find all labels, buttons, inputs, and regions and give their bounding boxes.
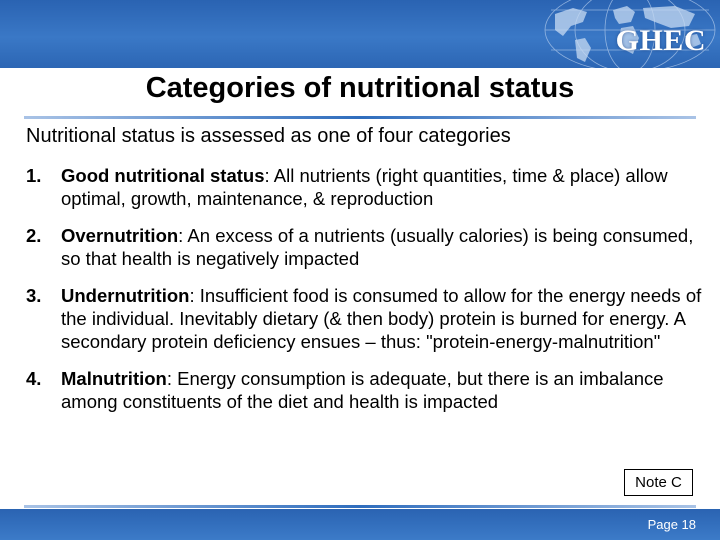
item-text: : All nutrients (right quantities, time & place) allow optimal, growth, maintenance, & reproduction — [61, 165, 668, 209]
header-bar — [0, 0, 720, 68]
item-body — [61, 367, 706, 413]
item-number: 1. — [26, 165, 42, 186]
item-term: Overnutrition — [61, 225, 179, 246]
item-body — [61, 224, 706, 270]
item-body — [61, 284, 706, 353]
footer-divider — [24, 505, 696, 508]
list-item — [26, 367, 706, 413]
item-text: : An excess of a nutrients (usually calories) is being consumed, so that health is negatively impacted — [61, 225, 694, 269]
item-number: 4. — [26, 368, 42, 389]
item-body — [61, 164, 706, 210]
item-term: Undernutrition — [61, 285, 190, 306]
title-divider — [24, 116, 696, 119]
item-number: 3. — [26, 285, 42, 306]
note-box: Note C — [624, 469, 693, 496]
item-term: Malnutrition — [61, 368, 167, 389]
logo-text: GHEC — [615, 24, 706, 57]
item-term: Good nutritional status — [61, 165, 265, 186]
list-item — [26, 164, 706, 210]
page-number: Page 18 — [647, 517, 696, 532]
item-number: 2. — [26, 225, 42, 246]
list-item — [26, 284, 706, 353]
category-list — [26, 164, 706, 427]
footer-bar — [0, 509, 720, 540]
item-text: : Energy consumption is adequate, but there is an imbalance among constituents of the diet and health is impacted — [61, 368, 664, 412]
item-text: : Insufficient food is consumed to allow for the energy needs of the individual. Inevitably dietary (& then body) protein is burned for energy. A secondary protein deficiency ensues – thus: "protein-energy-malnutrition" — [61, 285, 702, 352]
slide-title: Categories of nutritional status — [145, 72, 575, 104]
list-item — [26, 224, 706, 270]
intro-text: Nutritional status is assessed as one of four categories — [26, 125, 511, 147]
